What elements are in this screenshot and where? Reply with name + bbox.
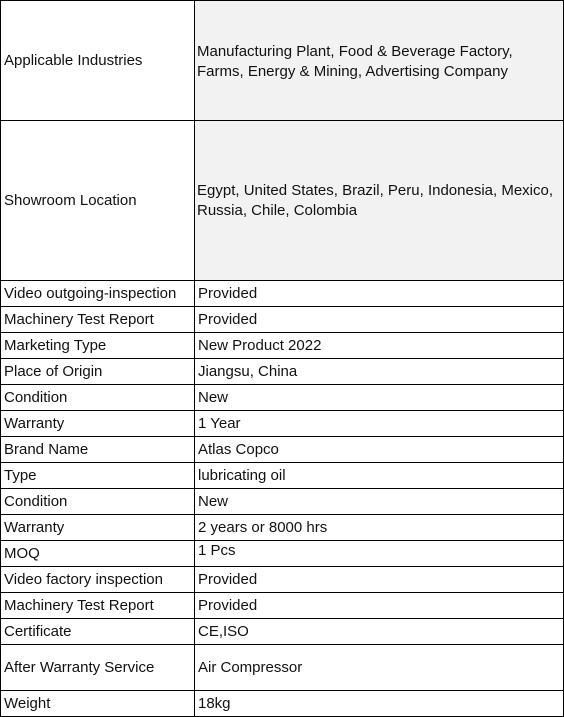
row-value: CE,ISO: [195, 619, 564, 645]
row-label: Type: [1, 463, 195, 489]
table-row: [1, 411, 564, 437]
row-value: 1 Year: [195, 411, 564, 437]
row-label: Marketing Type: [1, 333, 195, 359]
row-value-text: 1 Pcs: [198, 541, 236, 559]
table-row: [1, 359, 564, 385]
row-value-text: Manufacturing Plant, Food & Beverage Factory, Farms, Energy & Mining, Advertising Company: [197, 43, 513, 80]
row-value: Provided: [195, 281, 564, 307]
row-value: New: [195, 385, 564, 411]
row-label: MOQ: [1, 541, 195, 567]
row-label: Showroom Location: [1, 121, 195, 281]
row-label: Machinery Test Report: [1, 307, 195, 333]
row-label: After Warranty Service: [1, 645, 195, 691]
table-row: [1, 437, 564, 463]
row-label: Certificate: [1, 619, 195, 645]
row-value: New Product 2022: [195, 333, 564, 359]
table-row: [1, 385, 564, 411]
table-row: [1, 691, 564, 717]
table-row: [1, 281, 564, 307]
row-label: Condition: [1, 489, 195, 515]
row-value: 18kg: [195, 691, 564, 717]
row-value: Provided: [195, 567, 564, 593]
row-label: Place of Origin: [1, 359, 195, 385]
row-value: [195, 541, 564, 567]
table-row: [1, 333, 564, 359]
table-row: [1, 567, 564, 593]
row-value-text: Egypt, United States, Brazil, Peru, Indonesia, Mexico, Russia, Chile, Colombia: [197, 182, 554, 219]
row-value: [195, 121, 564, 281]
row-label: Brand Name: [1, 437, 195, 463]
table-row: [1, 1, 564, 121]
table-row: [1, 645, 564, 691]
row-label: Warranty: [1, 411, 195, 437]
row-label: Applicable Industries: [1, 1, 195, 121]
row-label: Video outgoing-inspection: [1, 281, 195, 307]
table-row: [1, 619, 564, 645]
table-row: [1, 307, 564, 333]
row-value: lubricating oil: [195, 463, 564, 489]
table-row: [1, 121, 564, 281]
row-value: Jiangsu, China: [195, 359, 564, 385]
row-label: Video factory inspection: [1, 567, 195, 593]
table-row: [1, 541, 564, 567]
row-value: 2 years or 8000 hrs: [195, 515, 564, 541]
row-value: New: [195, 489, 564, 515]
row-value: [195, 1, 564, 121]
row-label: Warranty: [1, 515, 195, 541]
table-row: [1, 515, 564, 541]
row-label: Weight: [1, 691, 195, 717]
row-label: Condition: [1, 385, 195, 411]
row-label: Machinery Test Report: [1, 593, 195, 619]
row-value: Provided: [195, 593, 564, 619]
row-value: Atlas Copco: [195, 437, 564, 463]
row-value: Provided: [195, 307, 564, 333]
table-row: [1, 489, 564, 515]
row-value: Air Compressor: [195, 645, 564, 691]
table-row: [1, 593, 564, 619]
table-row: [1, 463, 564, 489]
